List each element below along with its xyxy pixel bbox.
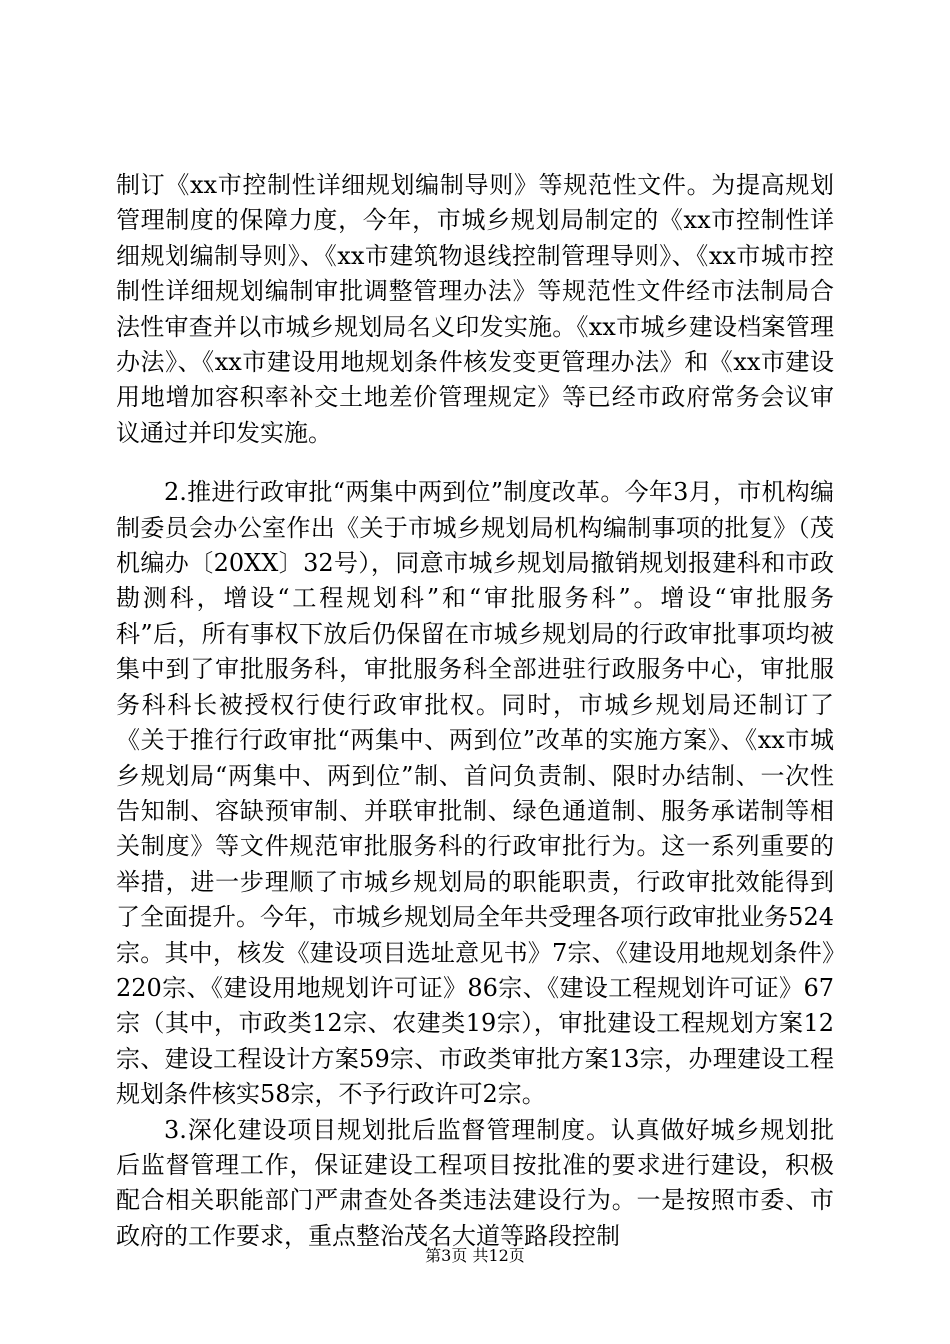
paragraph-regulations: 制订《xx市控制性详细规划编制导则》等规范性文件。为提高规划管理制度的保障力度，今年，市城乡规划局制定的《xx市控制性详细规划编制导则》、《xx市建筑物退线控制管理导则》、《xx市城市控制性详细规划编制审批调整管理办法》等规范性文件经市法制局合法性审查并以市城乡规划局名义印发实施。《xx市城乡建设档案管理办法》、《xx市建设用地规划条件核发变更管理办法》和《xx市建设用地增加容积率补交土地差价管理规定》等已经市政府常务会议审议通过并印发实施。 <box>116 171 834 447</box>
paragraph-approval-reform: 2.推进行政审批“两集中两到位”制度改革。今年3月，市机构编制委员会办公室作出《关于市城乡规划局机构编制事项的批复》（茂机编办〔20XX〕32号），同意市城乡规划局撤销规划报建科和市政勘测科，增设“工程规划科”和“审批服务科”。增设“审批服务科”后，所有事权下放后仍保留在市城乡规划局的行政审批事项均被集中到了审批服务科，审批服务科全部进驻行政服务中心，审批服务科科长被授权行使行政审批权。同时，市城乡规划局还制订了《关于推行行政审批“两集中、两到位”改革的实施方案》、《xx市城乡规划局“两集中、两到位”制、首问负责制、限时办结制、一次性告知制、容缺预审制、并联审批制、绿色通道制、服务承诺制等相关制度》等文件规范审批服务科的行政审批行为。这一系列重要的举措，进一步理顺了市城乡规划局的职能职责，行政审批效能得到了全面提升。今年，市城乡规划局全年共受理各项行政审批业务524宗。其中，核发《建设项目选址意见书》7宗、《建设用地规划条件》220宗、《建设用地规划许可证》86宗、《建设工程规划许可证》67宗（其中，市政类12宗、农建类19宗），审批建设工程规划方案12宗、建设工程设计方案59宗、市政类审批方案13宗，办理建设工程规划条件核实58宗，不予行政许可2宗。 <box>116 478 834 1109</box>
paragraph-gap <box>116 451 834 475</box>
paragraph-supervision: 3.深化建设项目规划批后监督管理制度。认真做好城乡规划批后监督管理工作，保证建设工程项目按批准的要求进行建设，积极配合相关职能部门严肃查处各类违法建设行为。一是按照市委、市政府的工作要求，重点整治茂名大道等路段控制 <box>116 1115 834 1250</box>
page-footer: 第3页 共12页 <box>425 1246 525 1265</box>
document-body <box>116 168 834 1254</box>
